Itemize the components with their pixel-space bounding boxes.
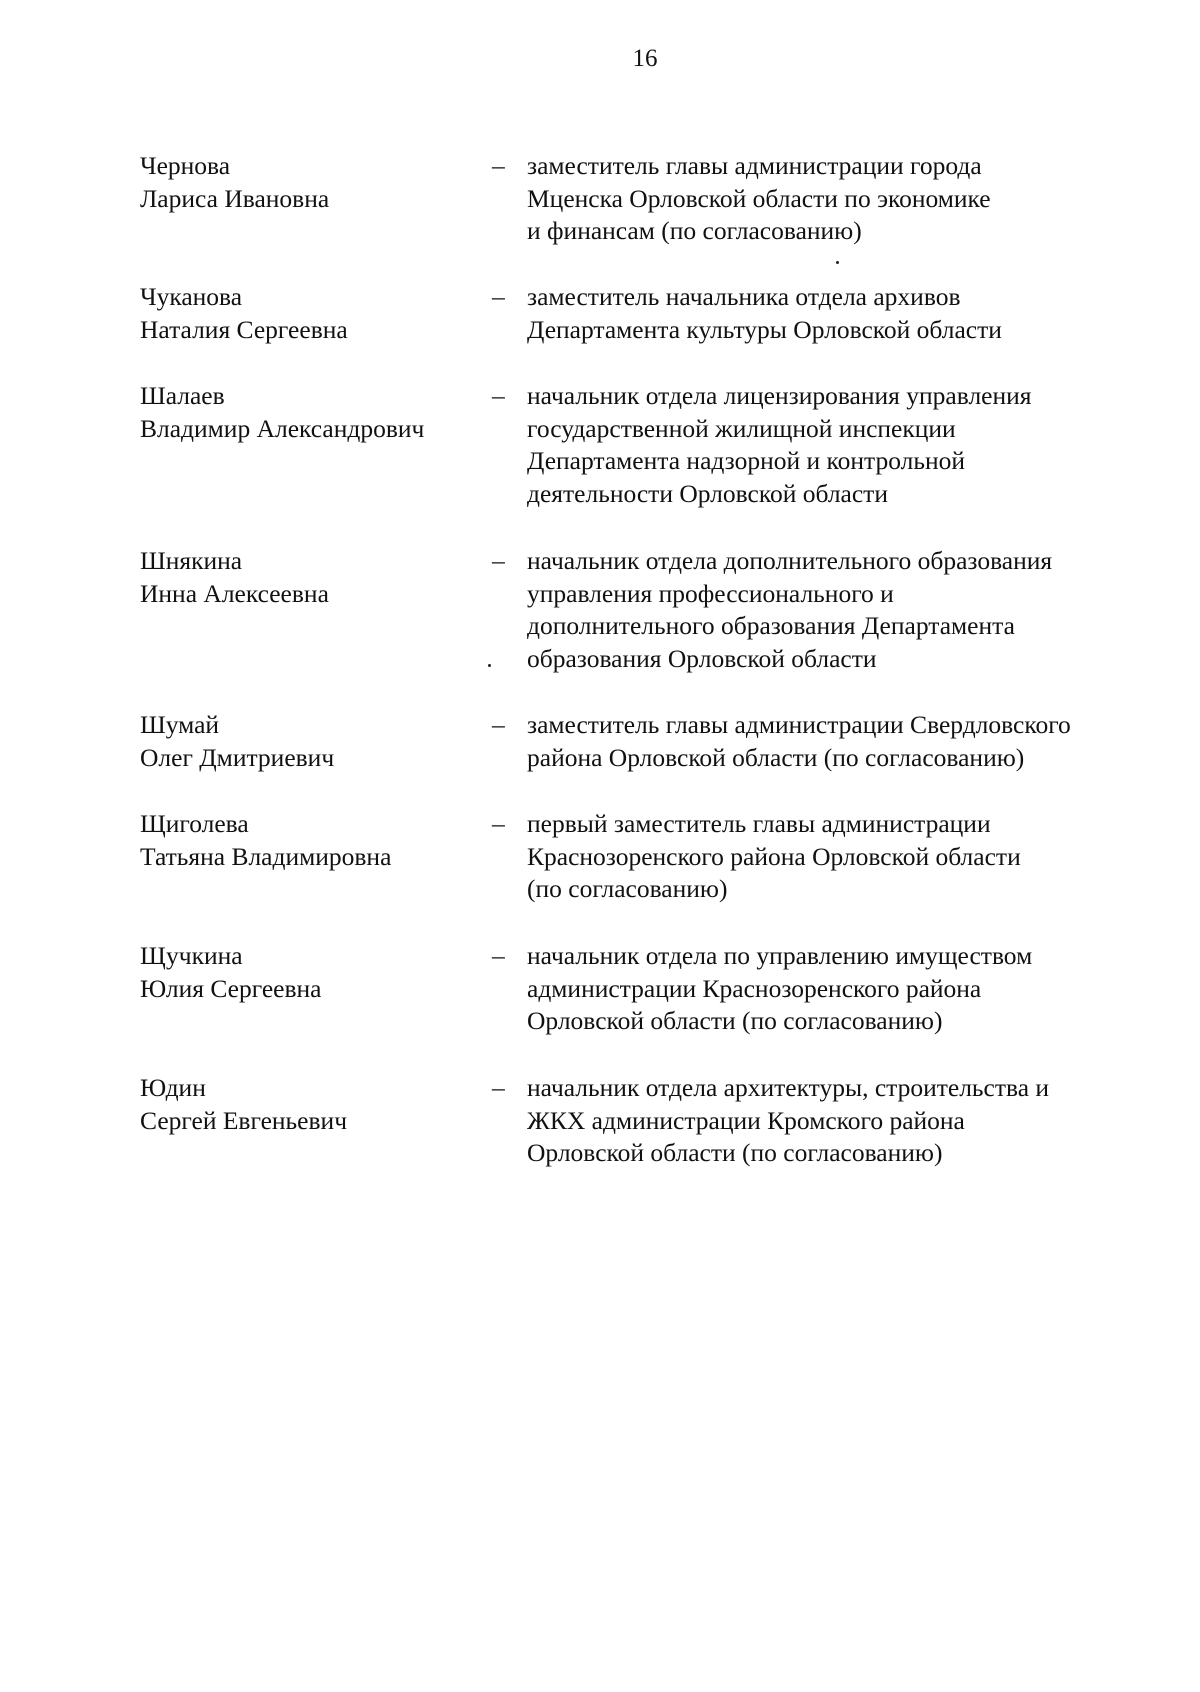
dash-separator: – <box>492 151 505 180</box>
dash-separator: – <box>492 381 505 410</box>
position-line: администрации Краснозоренского района <box>527 973 982 1003</box>
member-name <box>140 380 480 445</box>
member-surname: Чернова <box>140 151 231 180</box>
position-line: образования Орловской области <box>527 643 877 673</box>
member-position <box>527 709 1167 774</box>
member-position <box>527 150 1167 248</box>
page-number: 16 <box>632 45 658 72</box>
position-line: заместитель начальника отдела архивов <box>527 282 961 311</box>
position-line: Орловской области (по согласованию) <box>527 1006 943 1035</box>
member-given-names: Владимир Александрович <box>140 413 425 443</box>
member-given-names: Сергей Евгеньевич <box>140 1105 348 1135</box>
position-line: Орловской области (по согласованию) <box>527 1138 943 1167</box>
member-position <box>527 808 1167 906</box>
position-line: начальник отдела лицензирования управления <box>527 381 1032 410</box>
member-surname: Чуканова <box>140 282 243 311</box>
member-position <box>527 940 1167 1038</box>
member-name <box>140 808 480 873</box>
position-line: и финансам (по согласованию) <box>527 216 862 245</box>
position-line: Департамента культуры Орловской области <box>527 314 1002 344</box>
member-surname: Шалаев <box>140 381 225 410</box>
dash-separator: – <box>492 941 505 970</box>
member-given-names: Татьяна Владимировна <box>140 841 392 871</box>
position-line: Мценска Орловской области по экономике <box>527 183 991 213</box>
position-line: первый заместитель главы администрации <box>527 809 991 838</box>
member-position <box>527 545 1167 675</box>
member-given-names: Олег Дмитриевич <box>140 742 335 772</box>
dash-separator: – <box>492 1073 505 1102</box>
position-line: начальник отдела архитектуры, строительства и <box>527 1073 1050 1102</box>
dash-separator: – <box>492 546 505 575</box>
position-line: Краснозоренского района Орловской области <box>527 841 1021 871</box>
member-given-names: Инна Алексеевна <box>140 578 329 608</box>
position-line: ЖКХ администрации Кромского района <box>527 1105 965 1135</box>
dash-separator: – <box>492 809 505 838</box>
member-name <box>140 281 480 346</box>
member-position <box>527 380 1167 510</box>
member-name <box>140 940 480 1005</box>
member-surname: Шнякина <box>140 546 243 575</box>
dash-separator: – <box>492 282 505 311</box>
member-given-names: Лариса Ивановна <box>140 183 330 213</box>
position-line: деятельности Орловской области <box>527 478 888 508</box>
member-name <box>140 709 480 774</box>
dash-separator: – <box>492 710 505 739</box>
member-surname: Щиголева <box>140 809 249 838</box>
member-position <box>527 281 1167 346</box>
member-surname: Шумай <box>140 710 220 739</box>
position-line: государственной жилищной инспекции <box>527 413 956 443</box>
position-line: района Орловской области (по согласованию) <box>527 742 1025 772</box>
scan-speck <box>488 664 491 667</box>
member-name <box>140 150 480 215</box>
member-surname: Юдин <box>140 1073 206 1102</box>
position-line: начальник отдела по управлению имуществом <box>527 941 1033 970</box>
position-line: управления профессионального и <box>527 578 894 608</box>
position-line: заместитель главы администрации города <box>527 151 982 180</box>
position-line: заместитель главы администрации Свердловского <box>527 710 1071 739</box>
position-line: начальник отдела дополнительного образования <box>527 546 1053 575</box>
position-line: (по согласованию) <box>527 874 728 903</box>
member-name <box>140 545 480 610</box>
position-line: Департамента надзорной и контрольной <box>527 446 966 475</box>
member-position <box>527 1072 1167 1170</box>
member-given-names: Наталия Сергеевна <box>140 314 348 344</box>
position-line: дополнительного образования Департамента <box>527 611 1015 640</box>
member-given-names: Юлия Сергеевна <box>140 973 322 1003</box>
scan-speck <box>836 261 839 264</box>
member-surname: Щучкина <box>140 941 243 970</box>
member-name <box>140 1072 480 1137</box>
